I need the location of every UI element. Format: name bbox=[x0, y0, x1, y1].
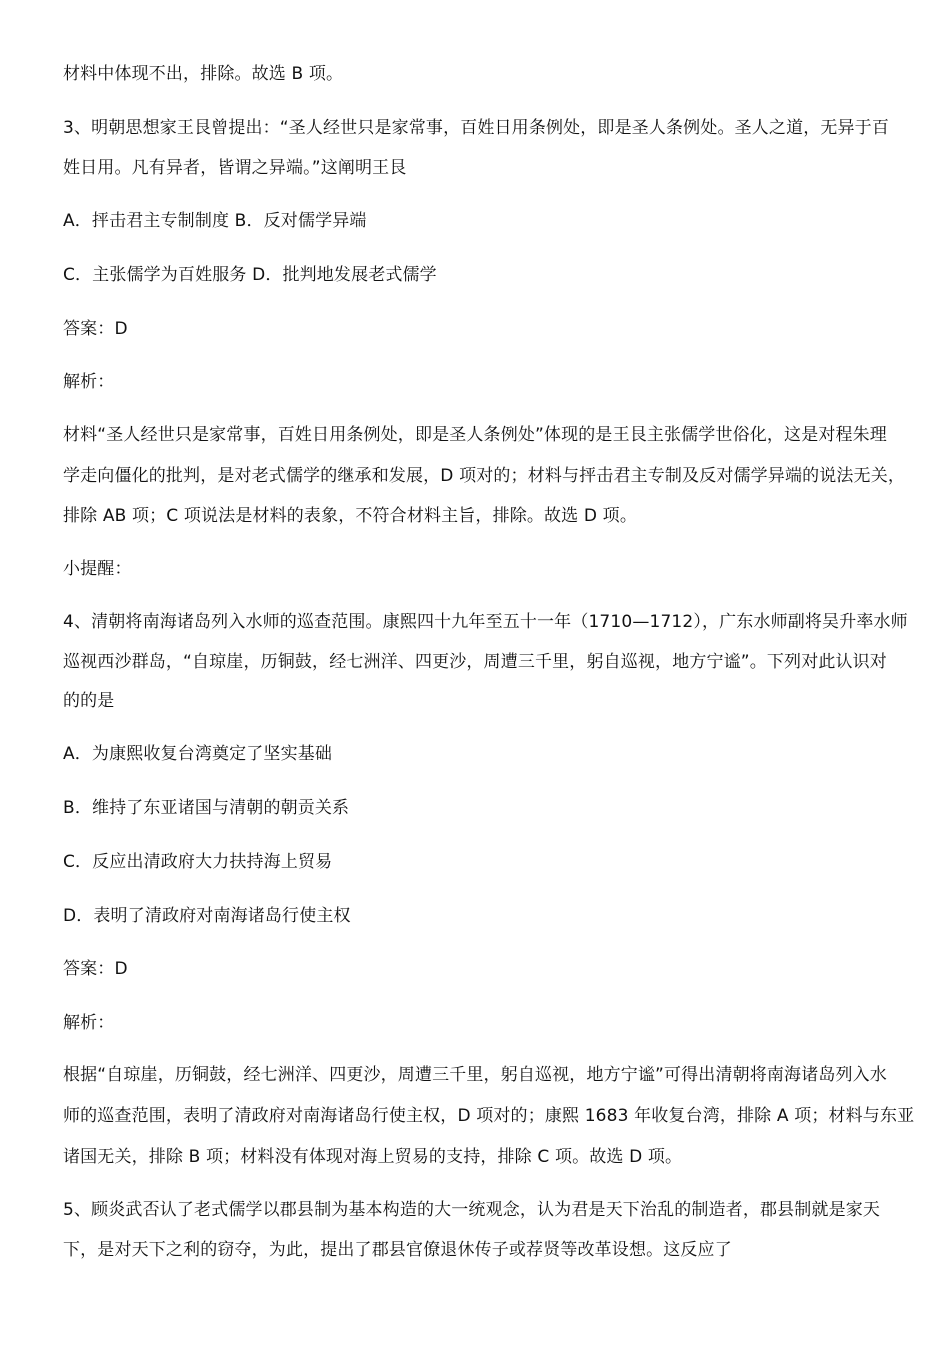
tip-label: 小提醒： bbox=[63, 559, 132, 579]
question-4-stem: 巡视西沙群岛，“自琼崖，历铜鼓，经七洲洋、四更沙，周遭三千里，躬自巡视，地方宁谧”。下列对此认识对 bbox=[63, 652, 887, 672]
question-5-stem: 5、顾炎武否认了老式儒学以郡县制为基本构造的大一统观念，认为君是天下治乱的制造者，郡县制就是家天 bbox=[63, 1200, 881, 1220]
text-line: 材料中体现不出，排除。故选 B 项。 bbox=[63, 64, 344, 84]
analysis-text: 根据“自琼崖，历铜鼓，经七洲洋、四更沙，周遭三千里，躬自巡视，地方宁谧”可得出清朝将南海诸岛列入水 bbox=[63, 1065, 887, 1085]
question-5-stem: 下，是对天下之利的窃夺，为此，提出了郡县官僚退休传子或荐贤等改革设想。这反应了 bbox=[63, 1240, 732, 1260]
question-3-options: C．主张儒学为百姓服务 D．批判地发展老式儒学 bbox=[63, 265, 437, 285]
analysis-text: 排除 AB 项；C 项说法是材料的表象，不符合材料主旨，排除。故选 D 项。 bbox=[63, 506, 637, 526]
question-3-stem: 姓日用。凡有异者，皆谓之异端。”这阐明王艮 bbox=[63, 158, 407, 178]
question-3-stem: 3、明朝思想家王艮曾提出：“圣人经世只是家常事，百姓日用条例处，即是圣人条例处。圣人之道，无异于百 bbox=[63, 118, 889, 138]
question-3-options: A．抨击君主专制制度 B．反对儒学异端 bbox=[63, 211, 367, 231]
question-4-option-b: B．维持了东亚诸国与清朝的朝贡关系 bbox=[63, 798, 350, 818]
analysis-text: 学走向僵化的批判，是对老式儒学的继承和发展，D 项对的；材料与抨击君主专制及反对儒学异端的说法无关， bbox=[63, 466, 905, 486]
analysis-label: 解析： bbox=[63, 1013, 115, 1033]
question-4-stem: 4、清朝将南海诸岛列入水师的巡查范围。康熙四十九年至五十一年（1710—1712），广东水师副将吴升率水师 bbox=[63, 612, 908, 632]
answer-label: 答案：D bbox=[63, 319, 128, 339]
analysis-text: 师的巡查范围，表明了清政府对南海诸岛行使主权，D 项对的；康熙 1683 年收复台湾，排除 A 项；材料与东亚 bbox=[63, 1106, 915, 1126]
question-4-option-a: A．为康熙收复台湾奠定了坚实基础 bbox=[63, 744, 333, 764]
question-4-option-c: C．反应出清政府大力扶持海上贸易 bbox=[63, 852, 333, 872]
question-4-option-d: D．表明了清政府对南海诸岛行使主权 bbox=[63, 906, 351, 926]
analysis-label: 解析： bbox=[63, 372, 115, 392]
answer-label: 答案：D bbox=[63, 959, 128, 979]
analysis-text: 材料“圣人经世只是家常事，百姓日用条例处，即是圣人条例处”体现的是王艮主张儒学世俗化，这是对程朱理 bbox=[63, 425, 887, 445]
question-4-stem: 的的是 bbox=[63, 691, 115, 711]
analysis-text: 诸国无关，排除 B 项；材料没有体现对海上贸易的支持，排除 C 项。故选 D 项。 bbox=[63, 1147, 683, 1167]
